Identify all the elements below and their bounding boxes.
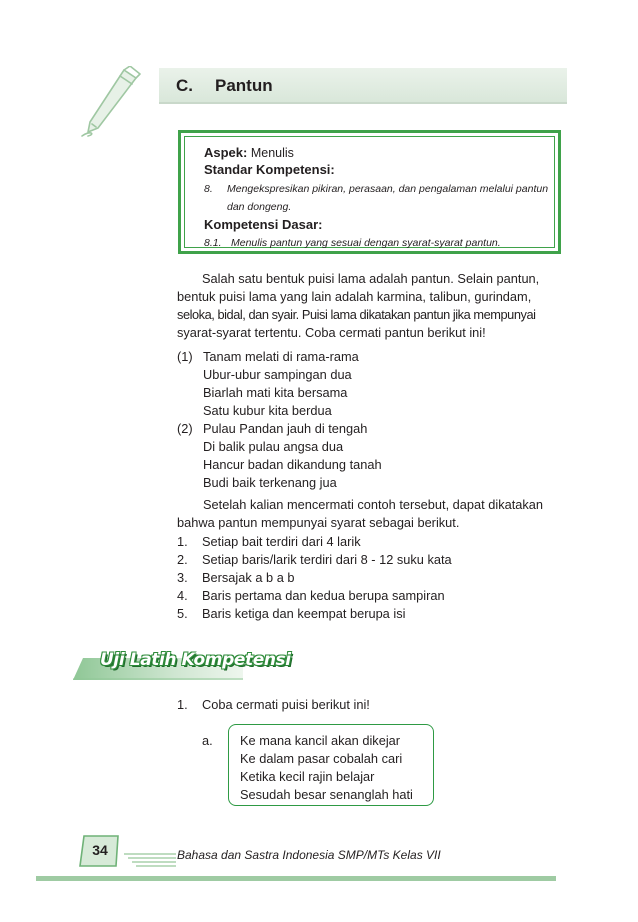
intro-line: bentuk puisi lama yang lain adalah karmina, talibun, gurindam, (177, 289, 532, 304)
intro-line: syarat-syarat tertentu. Coba cermati pantun berikut ini! (177, 325, 486, 340)
poem-line: Ketika kecil rajin belajar (240, 769, 375, 784)
kd-number: 8.1. (204, 237, 222, 249)
sk-text-2: dan dongeng. (227, 201, 292, 213)
syarat-number: 1. (177, 534, 188, 549)
syarat-item: Setiap baris/larik terdiri dari 8 - 12 suku kata (202, 552, 452, 567)
pen-icon (78, 66, 142, 138)
syarat-number: 2. (177, 552, 188, 567)
sk-number: 8. (204, 183, 213, 195)
pantun-line: Satu kubur kita berdua (203, 403, 332, 418)
syarat-item: Setiap bait terdiri dari 4 larik (202, 534, 361, 549)
pantun-line: Biarlah mati kita bersama (203, 385, 348, 400)
pantun-line: Di balik pulau angsa dua (203, 439, 344, 454)
section-title-text: Pantun (215, 76, 273, 95)
poem-line: Ke dalam pasar cobalah cari (240, 751, 403, 766)
intro-line: Salah satu bentuk puisi lama adalah pantun. Selain pantun, (202, 271, 540, 286)
page-number: 34 (92, 842, 108, 858)
syarat-number: 5. (177, 606, 188, 621)
pantun-number: (2) (177, 421, 193, 436)
pantun-line: Budi baik terkenang jua (203, 475, 337, 490)
exercise-number: 1. (177, 697, 188, 712)
sk-text-1: Mengekspresikan pikiran, perasaan, dan pengalaman melalui pantun (227, 183, 549, 195)
poem-line: Ke mana kancil akan dikejar (240, 733, 401, 748)
footer-book-title: Bahasa dan Sastra Indonesia SMP/MTs Kelas VII (177, 848, 441, 862)
after-line: bahwa pantun mempunyai syarat sebagai berikut. (177, 515, 460, 530)
aspek-row (204, 145, 294, 161)
aspek-label: Aspek: (204, 145, 248, 160)
uji-title: Uji Latih Kompetensi (100, 650, 291, 670)
syarat-item: Baris ketiga dan keempat berupa isi (202, 606, 406, 621)
syarat-item: Bersajak a b a b (202, 570, 295, 585)
sk-label: Standar Kompetensi: (204, 162, 335, 177)
competency-box (178, 130, 561, 254)
section-title (176, 76, 273, 96)
aspek-value: Menulis (250, 146, 294, 160)
pantun-line: Tanam melati di rama-rama (203, 349, 359, 364)
pantun-line: Pulau Pandan jauh di tengah (203, 421, 368, 436)
syarat-number: 4. (177, 588, 188, 603)
syarat-number: 3. (177, 570, 188, 585)
intro-line: seloka, bidal, dan syair. Puisi lama dikatakan pantun jika mempunyai (177, 307, 536, 322)
kd-label: Kompetensi Dasar: (204, 217, 323, 232)
after-line: Setelah kalian mencermati contoh tersebut, dapat dikatakan (203, 497, 544, 512)
pantun-line: Ubur-ubur sampingan dua (203, 367, 352, 382)
poem-line: Sesudah besar senanglah hati (240, 787, 413, 802)
exercise-sub-label: a. (202, 733, 213, 748)
exercise-prompt: Coba cermati puisi berikut ini! (202, 697, 370, 712)
syarat-item: Baris pertama dan kedua berupa sampiran (202, 588, 445, 603)
kd-text: Menulis pantun yang sesuai dengan syarat-syarat pantun. (231, 237, 501, 249)
pantun-number: (1) (177, 349, 193, 364)
section-letter: C. (176, 76, 193, 95)
pantun-line: Hancur badan dikandung tanah (203, 457, 382, 472)
